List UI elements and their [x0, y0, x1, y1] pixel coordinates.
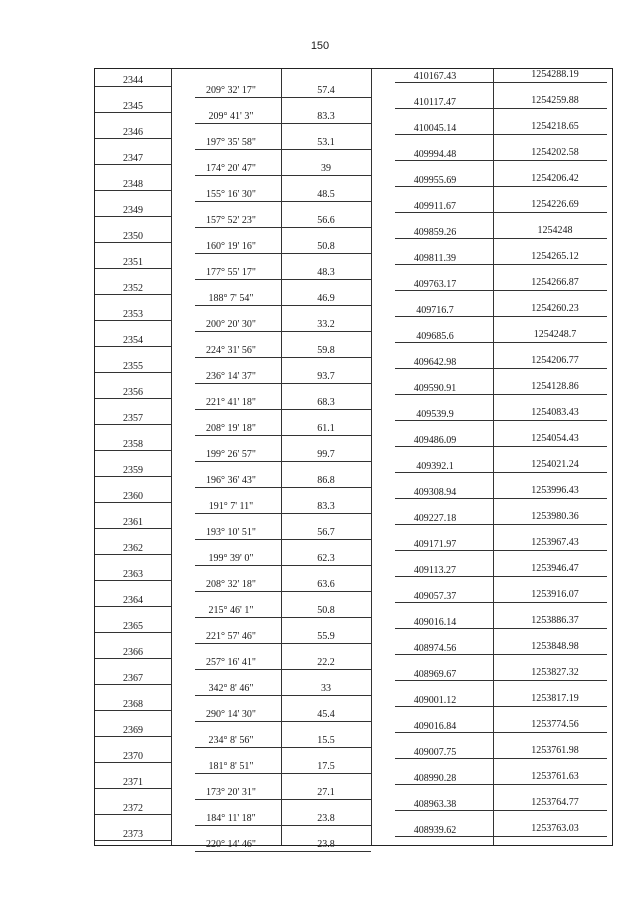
row-rule	[95, 580, 171, 581]
row-rule	[95, 528, 171, 529]
direction-angle: 215° 46' 1"	[208, 605, 254, 616]
x-coordinate: 409016.84	[413, 721, 457, 732]
point-number: 2354	[123, 335, 143, 346]
row-rule	[95, 554, 171, 555]
point-number: 2373	[123, 829, 143, 840]
row-rule	[395, 264, 607, 265]
row-rule	[395, 108, 607, 109]
row-rule	[395, 446, 607, 447]
point-number: 2353	[123, 309, 143, 320]
y-coordinate: 1254248	[537, 225, 573, 236]
row-rule	[195, 799, 371, 800]
row-rule	[195, 305, 371, 306]
direction-angle: 173° 20' 31"	[206, 787, 256, 798]
row-rule	[195, 227, 371, 228]
direction-angle: 157° 52' 23"	[206, 215, 256, 226]
row-rule	[95, 372, 171, 373]
x-coordinate: 408990.28	[413, 773, 457, 784]
y-coordinate: 1254226.69	[531, 199, 579, 210]
row-rule	[395, 134, 607, 135]
row-rule	[395, 602, 607, 603]
row-rule	[395, 472, 607, 473]
y-coordinate: 1253763.03	[531, 823, 579, 834]
row-rule	[395, 732, 607, 733]
row-rule	[195, 331, 371, 332]
point-number: 2345	[123, 101, 143, 112]
row-rule	[195, 123, 371, 124]
x-coordinate: 409859.26	[413, 227, 457, 238]
row-rule	[95, 450, 171, 451]
row-rule	[195, 825, 371, 826]
x-coordinate: 408969.67	[413, 669, 457, 680]
row-rule	[195, 435, 371, 436]
segment-length: 27.1	[317, 787, 335, 798]
point-number: 2344	[123, 75, 143, 86]
row-rule	[95, 840, 171, 841]
row-rule	[95, 762, 171, 763]
row-rule	[95, 606, 171, 607]
page-number: 150	[310, 40, 330, 52]
point-number: 2349	[123, 205, 143, 216]
y-coordinate: 1254206.42	[531, 173, 579, 184]
x-coordinate: 409716.7	[416, 305, 454, 316]
row-rule	[195, 695, 371, 696]
direction-angle: 224° 31' 56"	[206, 345, 256, 356]
row-rule	[195, 487, 371, 488]
direction-angle: 234° 8' 56"	[208, 735, 254, 746]
y-coordinate: 1254248.7	[533, 329, 577, 340]
row-rule	[95, 658, 171, 659]
y-coordinate: 1254218.65	[531, 121, 579, 132]
row-rule	[395, 836, 607, 837]
segment-length: 68.3	[317, 397, 335, 408]
row-rule	[395, 160, 607, 161]
point-number: 2369	[123, 725, 143, 736]
x-coordinate: 409994.48	[413, 149, 457, 160]
direction-angle: 193° 10' 51"	[206, 527, 256, 538]
row-rule	[395, 654, 607, 655]
point-number: 2357	[123, 413, 143, 424]
row-rule	[395, 524, 607, 525]
y-coordinate: 1254128.86	[531, 381, 579, 392]
row-rule	[395, 186, 607, 187]
segment-length: 33	[321, 683, 331, 694]
y-coordinate: 1253980.36	[531, 511, 579, 522]
y-coordinate: 1254054.43	[531, 433, 579, 444]
point-number: 2363	[123, 569, 143, 580]
segment-length: 46.9	[317, 293, 335, 304]
segment-length: 23.8	[317, 839, 335, 850]
direction-angle: 221° 57' 46"	[206, 631, 256, 642]
row-rule	[395, 82, 607, 83]
direction-angle: 196° 36' 43"	[206, 475, 256, 486]
row-rule	[195, 357, 371, 358]
direction-angle: 199° 39' 0"	[208, 553, 254, 564]
point-number: 2364	[123, 595, 143, 606]
row-rule	[95, 502, 171, 503]
row-rule	[395, 420, 607, 421]
direction-angle: 209° 41' 3"	[208, 111, 254, 122]
y-coordinate: 1254288.19	[531, 69, 579, 80]
segment-length: 23.8	[317, 813, 335, 824]
segment-length: 57.4	[317, 85, 335, 96]
x-coordinate: 409308.94	[413, 487, 457, 498]
segment-length: 55.9	[317, 631, 335, 642]
direction-angle: 177° 55' 17"	[206, 267, 256, 278]
row-rule	[395, 706, 607, 707]
direction-angle: 199° 26' 57"	[206, 449, 256, 460]
row-rule	[195, 149, 371, 150]
segment-length: 48.3	[317, 267, 335, 278]
x-coordinate: 410117.47	[413, 97, 457, 108]
y-coordinate: 1253996.43	[531, 485, 579, 496]
point-number: 2370	[123, 751, 143, 762]
x-coordinate: 409171.97	[413, 539, 457, 550]
point-number: 2361	[123, 517, 143, 528]
segment-length: 99.7	[317, 449, 335, 460]
row-rule	[95, 190, 171, 191]
y-coordinate: 1253817.19	[531, 693, 579, 704]
x-coordinate: 409057.37	[413, 591, 457, 602]
point-number: 2359	[123, 465, 143, 476]
x-coordinate: 408963.38	[413, 799, 457, 810]
point-number: 2371	[123, 777, 143, 788]
segment-length: 22.2	[317, 657, 335, 668]
direction-angle: 191° 7' 11"	[208, 501, 254, 512]
point-number: 2366	[123, 647, 143, 658]
segment-length: 63.6	[317, 579, 335, 590]
x-coordinate: 409227.18	[413, 513, 457, 524]
row-rule	[195, 539, 371, 540]
segment-length: 48.5	[317, 189, 335, 200]
segment-length: 86.8	[317, 475, 335, 486]
row-rule	[195, 175, 371, 176]
row-rule	[95, 294, 171, 295]
direction-angle: 174° 20' 47"	[206, 163, 256, 174]
y-coordinate: 1253946.47	[531, 563, 579, 574]
row-rule	[95, 268, 171, 269]
direction-angle: 208° 19' 18"	[206, 423, 256, 434]
x-coordinate: 409113.27	[413, 565, 457, 576]
row-rule	[195, 253, 371, 254]
row-rule	[195, 721, 371, 722]
column-divider	[171, 69, 172, 845]
segment-length: 83.3	[317, 501, 335, 512]
row-rule	[395, 810, 607, 811]
row-rule	[95, 242, 171, 243]
y-coordinate: 1254260.23	[531, 303, 579, 314]
row-rule	[95, 476, 171, 477]
row-rule	[95, 788, 171, 789]
row-rule	[195, 201, 371, 202]
direction-angle: 181° 8' 51"	[208, 761, 254, 772]
y-coordinate: 1254083.43	[531, 407, 579, 418]
row-rule	[95, 710, 171, 711]
row-rule	[395, 784, 607, 785]
row-rule	[195, 97, 371, 98]
column-divider	[281, 69, 282, 845]
column-divider	[371, 69, 372, 845]
row-rule	[95, 346, 171, 347]
row-rule	[195, 591, 371, 592]
y-coordinate: 1254265.12	[531, 251, 579, 262]
direction-angle: 184° 11' 18"	[206, 813, 256, 824]
segment-length: 62.3	[317, 553, 335, 564]
direction-angle: 155° 16' 30"	[206, 189, 256, 200]
row-rule	[95, 216, 171, 217]
y-coordinate: 1253761.63	[531, 771, 579, 782]
row-rule	[195, 851, 371, 852]
row-rule	[195, 747, 371, 748]
point-number: 2351	[123, 257, 143, 268]
y-coordinate: 1254021.24	[531, 459, 579, 470]
segment-length: 39	[321, 163, 331, 174]
direction-angle: 188° 7' 54"	[208, 293, 254, 304]
direction-angle: 208° 32' 18"	[206, 579, 256, 590]
direction-angle: 236° 14' 37"	[206, 371, 256, 382]
row-rule	[395, 628, 607, 629]
row-rule	[195, 409, 371, 410]
segment-length: 15.5	[317, 735, 335, 746]
row-rule	[95, 736, 171, 737]
x-coordinate: 409539.9	[416, 409, 454, 420]
row-rule	[395, 758, 607, 759]
point-number: 2372	[123, 803, 143, 814]
row-rule	[95, 86, 171, 87]
x-coordinate: 409486.09	[413, 435, 457, 446]
row-rule	[95, 424, 171, 425]
point-number: 2358	[123, 439, 143, 450]
point-number: 2352	[123, 283, 143, 294]
segment-length: 59.8	[317, 345, 335, 356]
direction-angle: 342° 8' 46"	[208, 683, 254, 694]
point-number: 2368	[123, 699, 143, 710]
row-rule	[195, 383, 371, 384]
row-rule	[95, 814, 171, 815]
row-rule	[395, 394, 607, 395]
x-coordinate: 409911.67	[413, 201, 457, 212]
segment-length: 17.5	[317, 761, 335, 772]
y-coordinate: 1253967.43	[531, 537, 579, 548]
coordinates-table	[94, 68, 613, 850]
point-number: 2355	[123, 361, 143, 372]
direction-angle: 220° 14' 46"	[206, 839, 256, 850]
segment-length: 61.1	[317, 423, 335, 434]
y-coordinate: 1254259.88	[531, 95, 579, 106]
point-number: 2350	[123, 231, 143, 242]
row-rule	[395, 316, 607, 317]
row-rule	[195, 461, 371, 462]
x-coordinate: 409763.17	[413, 279, 457, 290]
point-number: 2347	[123, 153, 143, 164]
point-number: 2360	[123, 491, 143, 502]
segment-length: 56.7	[317, 527, 335, 538]
direction-angle: 209° 32' 17"	[206, 85, 256, 96]
row-rule	[195, 565, 371, 566]
direction-angle: 160° 19' 16"	[206, 241, 256, 252]
x-coordinate: 409955.69	[413, 175, 457, 186]
x-coordinate: 408974.56	[413, 643, 457, 654]
row-rule	[95, 632, 171, 633]
x-coordinate: 409811.39	[413, 253, 457, 264]
y-coordinate: 1253761.98	[531, 745, 579, 756]
segment-length: 93.7	[317, 371, 335, 382]
point-number: 2365	[123, 621, 143, 632]
x-coordinate: 409590.91	[413, 383, 457, 394]
segment-length: 50.8	[317, 605, 335, 616]
row-rule	[95, 320, 171, 321]
y-coordinate: 1254202.58	[531, 147, 579, 158]
x-coordinate: 410167.43	[413, 71, 457, 82]
row-rule	[395, 212, 607, 213]
y-coordinate: 1254266.87	[531, 277, 579, 288]
segment-length: 53.1	[317, 137, 335, 148]
y-coordinate: 1253827.32	[531, 667, 579, 678]
y-coordinate: 1253848.98	[531, 641, 579, 652]
row-rule	[95, 112, 171, 113]
segment-length: 83.3	[317, 111, 335, 122]
row-rule	[195, 643, 371, 644]
x-coordinate: 409392.1	[416, 461, 454, 472]
row-rule	[395, 290, 607, 291]
x-coordinate: 409642.98	[413, 357, 457, 368]
row-rule	[195, 773, 371, 774]
row-rule	[95, 164, 171, 165]
point-number: 2348	[123, 179, 143, 190]
x-coordinate: 409016.14	[413, 617, 457, 628]
row-rule	[395, 576, 607, 577]
segment-length: 56.6	[317, 215, 335, 226]
row-rule	[395, 498, 607, 499]
point-number: 2356	[123, 387, 143, 398]
x-coordinate: 409001.12	[413, 695, 457, 706]
y-coordinate: 1253886.37	[531, 615, 579, 626]
row-rule	[95, 138, 171, 139]
row-rule	[195, 513, 371, 514]
segment-length: 45.4	[317, 709, 335, 720]
direction-angle: 221° 41' 18"	[206, 397, 256, 408]
point-number: 2362	[123, 543, 143, 554]
row-rule	[195, 617, 371, 618]
y-coordinate: 1253916.07	[531, 589, 579, 600]
row-rule	[95, 684, 171, 685]
x-coordinate: 409685.6	[416, 331, 454, 342]
row-rule	[395, 550, 607, 551]
x-coordinate: 408939.62	[413, 825, 457, 836]
row-rule	[195, 279, 371, 280]
direction-angle: 290° 14' 30"	[206, 709, 256, 720]
row-rule	[95, 398, 171, 399]
row-rule	[395, 680, 607, 681]
point-number: 2367	[123, 673, 143, 684]
y-coordinate: 1253774.56	[531, 719, 579, 730]
segment-length: 33.2	[317, 319, 335, 330]
x-coordinate: 409007.75	[413, 747, 457, 758]
x-coordinate: 410045.14	[413, 123, 457, 134]
row-rule	[395, 368, 607, 369]
y-coordinate: 1253764.77	[531, 797, 579, 808]
direction-angle: 257° 16' 41"	[206, 657, 256, 668]
direction-angle: 197° 35' 58"	[206, 137, 256, 148]
row-rule	[195, 669, 371, 670]
point-number: 2346	[123, 127, 143, 138]
direction-angle: 200° 20' 30"	[206, 319, 256, 330]
segment-length: 50.8	[317, 241, 335, 252]
y-coordinate: 1254206.77	[531, 355, 579, 366]
row-rule	[395, 342, 607, 343]
row-rule	[395, 238, 607, 239]
